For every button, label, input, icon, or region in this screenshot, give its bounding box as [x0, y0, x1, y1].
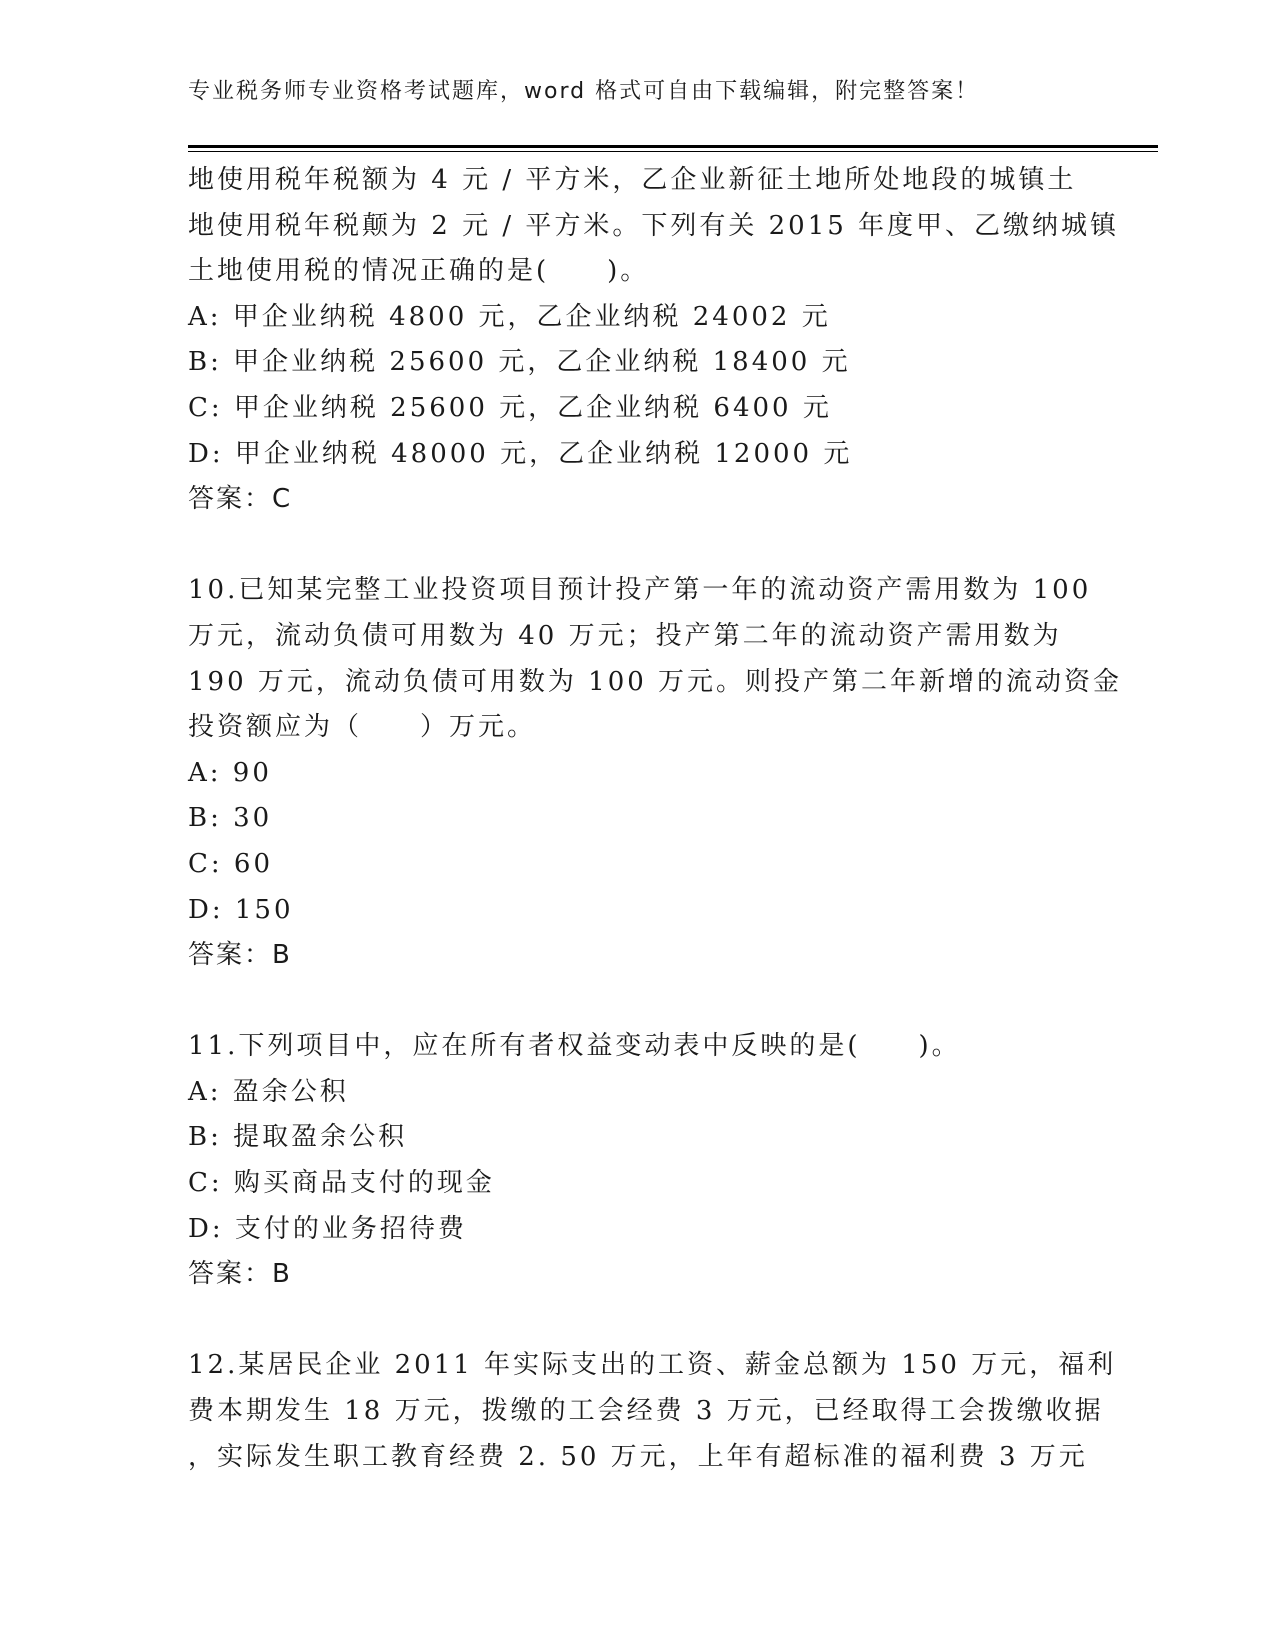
question-stem-line: ，实际发生职工教育经费 2. 50 万元，上年有超标准的福利费 3 万元 — [188, 1441, 1088, 1472]
option-a: A: 盈余公积 — [188, 1076, 349, 1107]
option-c: C: 甲企业纳税 25600 元，乙企业纳税 6400 元 — [188, 392, 832, 423]
question-stem-line: 190 万元，流动负债可用数为 100 万元。则投产第二年新增的流动资金 — [188, 666, 1123, 697]
block-spacer — [188, 1298, 1128, 1344]
header-rule-thin — [188, 151, 1158, 152]
document-body — [188, 158, 1128, 1480]
question-block — [188, 1024, 1128, 1298]
option-a: A: 甲企业纳税 4800 元，乙企业纳税 24002 元 — [188, 301, 831, 332]
question-stem-line: 11.下列项目中，应在所有者权益变动表中反映的是( )。 — [188, 1031, 961, 1062]
question-stem-line: 投资额应为（ ）万元。 — [188, 712, 537, 743]
answer-line: 答案：B — [188, 1259, 292, 1290]
question-block — [188, 158, 1128, 523]
question-stem-line: 地使用税年税额为 4 元 / 平方米，乙企业新征土地所处地段的城镇土 — [188, 165, 1077, 195]
question-stem-line: 10.已知某完整工业投资项目预计投产第一年的流动资产需用数为 100 — [188, 575, 1092, 606]
question-block — [188, 1343, 1128, 1480]
header-rule-thick — [188, 145, 1158, 148]
question-stem-line: 万元，流动负债可用数为 40 万元；投产第二年的流动资产需用数为 — [188, 620, 1062, 651]
question-block — [188, 568, 1128, 978]
option-b: B: 提取盈余公积 — [188, 1122, 408, 1153]
answer-line: 答案：C — [188, 484, 293, 515]
question-stem-line: 地使用税年税颠为 2 元 / 平方米。下列有关 2015 年度甲、乙缴纳城镇 — [188, 210, 1120, 241]
question-stem-line: 12.某居民企业 2011 年实际支出的工资、薪金总额为 150 万元，福利 — [188, 1350, 1117, 1381]
option-b: B: 30 — [188, 803, 273, 834]
option-d: D: 甲企业纳税 48000 元，乙企业纳税 12000 元 — [188, 438, 853, 469]
option-d: D: 150 — [188, 894, 294, 925]
block-spacer — [188, 523, 1128, 569]
answer-line: 答案：B — [188, 940, 292, 971]
option-d: D: 支付的业务招待费 — [188, 1213, 467, 1244]
option-c: C: 60 — [188, 848, 274, 879]
option-c: C: 购买商品支付的现金 — [188, 1168, 495, 1199]
block-spacer — [188, 979, 1128, 1025]
question-stem-line: 费本期发生 18 万元，拨缴的工会经费 3 万元，已经取得工会拨缴收据 — [188, 1396, 1104, 1427]
page-header: 专业税务师专业资格考试题库，word 格式可自由下载编辑，附完整答案！ — [188, 79, 980, 104]
option-a: A: 90 — [188, 757, 272, 788]
question-stem-line: 土地使用税的情况正确的是( )。 — [188, 256, 650, 287]
option-b: B: 甲企业纳税 25600 元，乙企业纳税 18400 元 — [188, 347, 851, 378]
